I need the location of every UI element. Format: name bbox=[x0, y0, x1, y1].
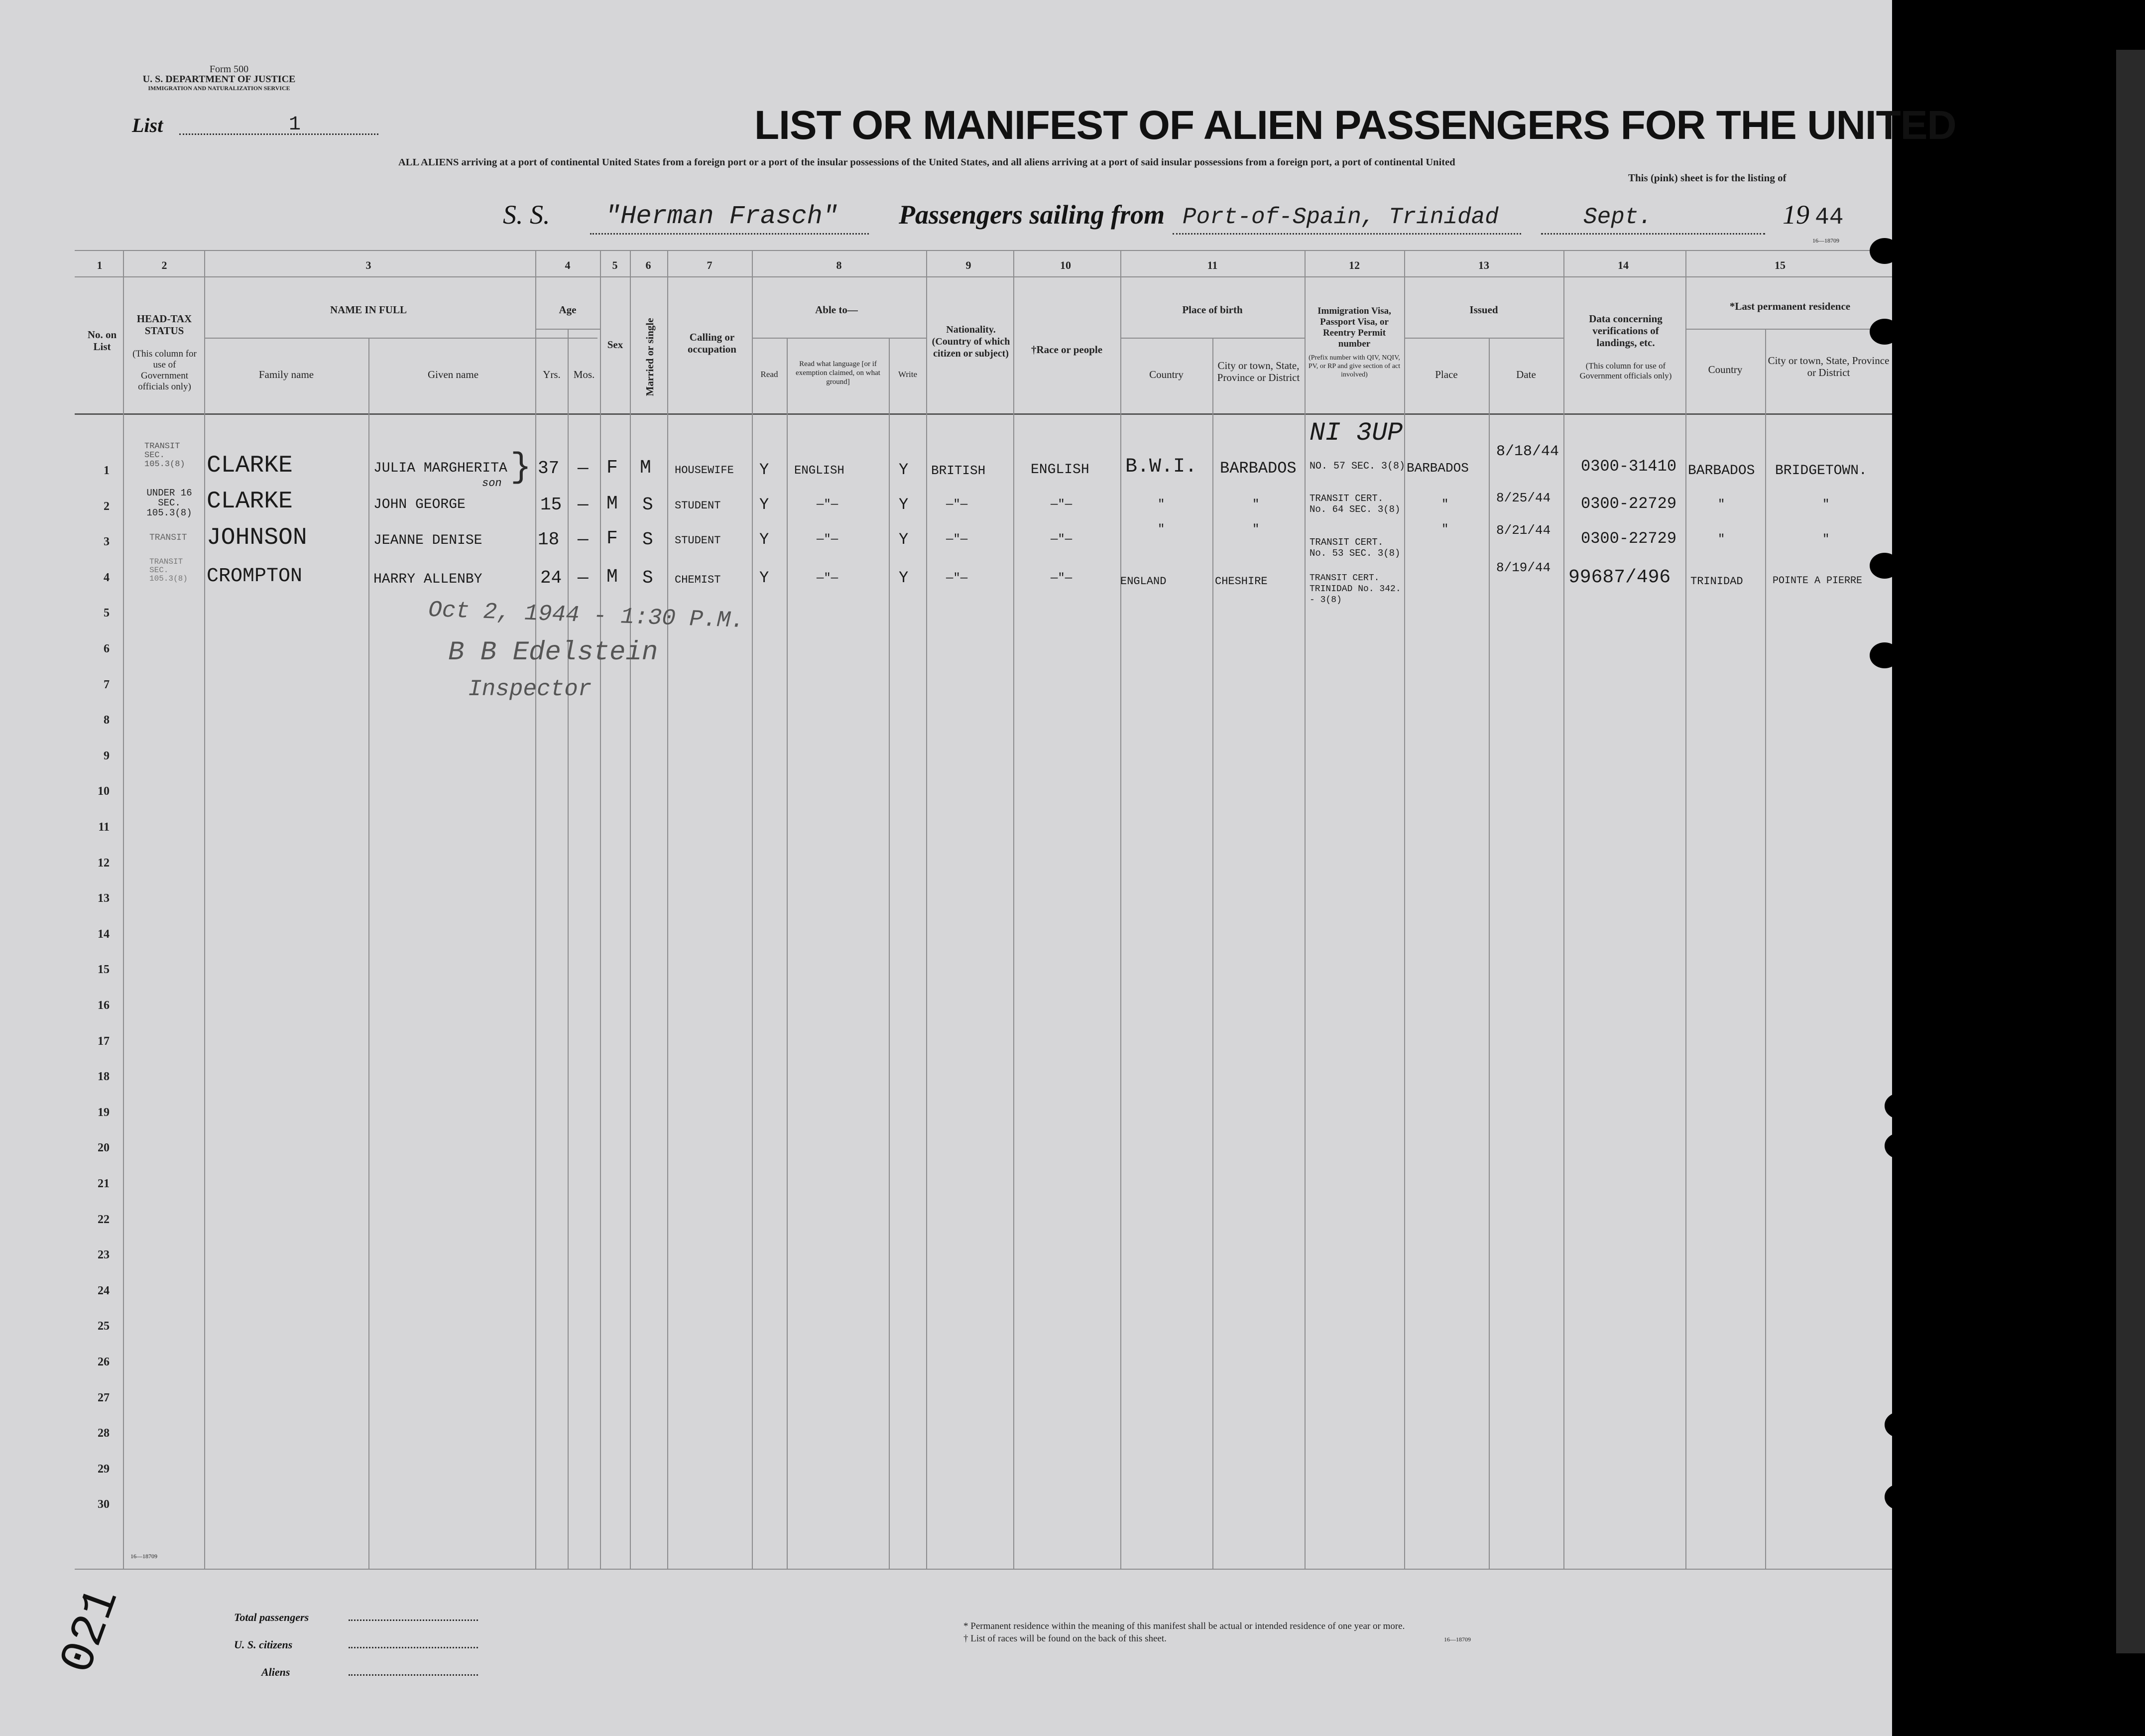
residence-city: " bbox=[1822, 498, 1830, 511]
punch-hole bbox=[1959, 1133, 1989, 1159]
birth-country: " bbox=[1158, 498, 1165, 511]
read-language: —"— bbox=[817, 572, 838, 585]
subtitle-line-2: This (pink) sheet is for the listing of bbox=[1628, 172, 1787, 184]
col-line-2 bbox=[204, 250, 205, 1569]
age-months: — bbox=[578, 495, 589, 515]
sailing-label: Passengers sailing from bbox=[899, 200, 1165, 230]
visa-number: TRANSIT CERT. TRINIDAD No. 342. - 3(8) bbox=[1310, 573, 1401, 605]
birth-city: " bbox=[1252, 498, 1260, 511]
residence-city: BRIDGETOWN. bbox=[1775, 463, 1867, 479]
nationality: —"— bbox=[946, 498, 968, 511]
landing-data: 0300-22729 bbox=[1581, 529, 1677, 548]
punch-hole bbox=[1870, 319, 1900, 345]
header-read-language: Read what language [or if exemption claimed, on what ground] bbox=[796, 360, 880, 386]
header-mos: Mos. bbox=[573, 369, 595, 380]
issued-place: " bbox=[1441, 498, 1449, 511]
brace-mark: } bbox=[510, 448, 532, 488]
col-number-9: 9 bbox=[965, 259, 971, 271]
header-issued-date: Date bbox=[1516, 369, 1536, 380]
form-number: Form 500 bbox=[209, 64, 249, 75]
landing-data: 0300-22729 bbox=[1581, 495, 1677, 513]
family-name: CLARKE bbox=[207, 488, 293, 515]
col-line-12 bbox=[1404, 250, 1405, 1569]
marital-status: M bbox=[640, 457, 651, 479]
nationality: —"— bbox=[946, 533, 968, 546]
age-years: 18 bbox=[538, 529, 560, 550]
list-line bbox=[179, 133, 378, 136]
col-line-8a bbox=[787, 338, 788, 1569]
month-line bbox=[1541, 233, 1765, 236]
visa-number: TRANSIT CERT. No. 64 SEC. 3(8) bbox=[1310, 493, 1401, 515]
col-number-5: 5 bbox=[612, 259, 618, 271]
row-number: 1 bbox=[104, 464, 110, 477]
row-number: 29 bbox=[98, 1462, 110, 1476]
given-name: JEANNE DENISE bbox=[373, 533, 482, 548]
aliens-label: Aliens bbox=[261, 1666, 290, 1678]
ss-label: S. S. bbox=[503, 200, 550, 230]
can-write: Y bbox=[899, 569, 909, 587]
row-number: 2 bbox=[104, 499, 110, 513]
can-read: Y bbox=[759, 530, 769, 549]
punch-hole bbox=[1885, 1133, 1914, 1159]
header-data-note: (This column for use of Government officials only) bbox=[1579, 361, 1672, 380]
header-data-concerning: Data concerning verifications of landings, etc. bbox=[1589, 313, 1663, 349]
row-number: 7 bbox=[104, 678, 110, 691]
year-prefix: 19 bbox=[1783, 200, 1809, 230]
age-months: — bbox=[578, 568, 589, 588]
list-number: 1 bbox=[289, 114, 301, 136]
row-number: 23 bbox=[98, 1248, 110, 1262]
row-number: 25 bbox=[98, 1320, 110, 1333]
punch-hole bbox=[1957, 565, 1987, 591]
us-citizens-line bbox=[349, 1647, 478, 1648]
sailing-line bbox=[1173, 233, 1521, 236]
header-nationality: Nationality. (Country of which citizen or subject) bbox=[932, 324, 1010, 359]
occupation: STUDENT bbox=[675, 534, 721, 547]
col-line-7 bbox=[752, 250, 753, 1569]
head-tax-status: TRANSIT SEC. 105.3(8) bbox=[144, 442, 185, 469]
row-number: 20 bbox=[98, 1141, 110, 1155]
given-name: JOHN GEORGE bbox=[373, 497, 466, 512]
punch-hole bbox=[1959, 1093, 1989, 1119]
row-number: 28 bbox=[98, 1427, 110, 1440]
residence-city: " bbox=[1822, 533, 1830, 546]
punch-hole bbox=[1959, 1412, 1989, 1438]
sailing-from: Port-of-Spain, Trinidad bbox=[1183, 204, 1499, 230]
row-number: 12 bbox=[98, 856, 110, 869]
col-number-14: 14 bbox=[1618, 259, 1629, 271]
row-number: 10 bbox=[98, 785, 110, 798]
punch-hole bbox=[1870, 642, 1900, 668]
col-line-11 bbox=[1305, 250, 1306, 1569]
col-line-10 bbox=[1120, 250, 1121, 1569]
row-number: 4 bbox=[104, 571, 110, 584]
race: —"— bbox=[1051, 533, 1072, 546]
header-write: Write bbox=[898, 370, 918, 379]
col-number-15: 15 bbox=[1775, 259, 1786, 271]
sex: F bbox=[606, 457, 618, 479]
us-citizens-label: U. S. citizens bbox=[234, 1638, 293, 1651]
header-last-residence: *Last permanent residence bbox=[1729, 300, 1851, 312]
marital-status: S bbox=[642, 568, 653, 588]
col-number-6: 6 bbox=[645, 259, 651, 271]
residence-country: TRINIDAD bbox=[1690, 575, 1743, 588]
col-line-4a bbox=[568, 329, 569, 1569]
col-line-8b bbox=[889, 338, 890, 1569]
col-line-13 bbox=[1563, 250, 1564, 1569]
header-issued-place: Place bbox=[1435, 369, 1458, 380]
sailing-month: Sept. bbox=[1583, 204, 1653, 230]
total-passengers-label: Total passengers bbox=[234, 1611, 309, 1623]
col-number-13: 13 bbox=[1478, 259, 1489, 271]
rule-colnums bbox=[75, 276, 1892, 277]
read-language: ENGLISH bbox=[794, 464, 844, 478]
nationality: —"— bbox=[946, 572, 968, 585]
rule-header-bottom bbox=[75, 413, 1892, 415]
marital-status: S bbox=[642, 529, 653, 550]
given-name: HARRY ALLENBY bbox=[373, 572, 482, 587]
header-res-city: City or town, State, Province or District bbox=[1768, 355, 1890, 378]
col-number-7: 7 bbox=[707, 259, 713, 271]
issued-place: BARBADOS bbox=[1407, 461, 1469, 476]
nationality: BRITISH bbox=[931, 463, 986, 478]
row-number: 15 bbox=[98, 963, 110, 977]
race: —"— bbox=[1051, 498, 1072, 511]
given-name: JULIA MARGHERITA bbox=[373, 461, 507, 476]
print-code-left: 16—18709 bbox=[130, 1553, 157, 1560]
row-number: 13 bbox=[98, 892, 110, 905]
birth-city: BARBADOS bbox=[1220, 459, 1297, 478]
family-name: CLARKE bbox=[207, 452, 293, 479]
header-read: Read bbox=[760, 370, 778, 379]
residence-country: BARBADOS bbox=[1688, 463, 1755, 479]
col-line-5 bbox=[630, 250, 631, 1569]
col-line-15a bbox=[1765, 329, 1766, 1569]
row-number: 14 bbox=[98, 927, 110, 941]
age-months: — bbox=[578, 529, 589, 550]
read-language: —"— bbox=[817, 498, 838, 511]
header-calling: Calling or occupation bbox=[687, 331, 736, 355]
residence-country: " bbox=[1718, 498, 1725, 511]
punch-hole bbox=[1885, 1412, 1914, 1438]
ship-line bbox=[590, 233, 869, 236]
rule-bottom bbox=[75, 1569, 1892, 1570]
age-months: — bbox=[578, 458, 589, 479]
can-read: Y bbox=[759, 496, 769, 514]
service-name: IMMIGRATION AND NATURALIZATION SERVICE bbox=[148, 85, 290, 92]
row-number: 27 bbox=[98, 1391, 110, 1404]
sex: F bbox=[606, 528, 618, 549]
col-line-4 bbox=[600, 250, 601, 1569]
issued-place: " bbox=[1441, 523, 1449, 536]
col-number-11: 11 bbox=[1207, 259, 1218, 271]
family-name: CROMPTON bbox=[207, 565, 303, 588]
birth-city: " bbox=[1252, 523, 1260, 536]
row-number: 19 bbox=[98, 1106, 110, 1119]
header-issued: Issued bbox=[1469, 304, 1498, 316]
can-read: Y bbox=[759, 461, 769, 479]
punch-hole bbox=[1957, 238, 1987, 264]
can-write: Y bbox=[899, 496, 909, 514]
age-years: 37 bbox=[538, 458, 560, 479]
total-passengers-line bbox=[349, 1619, 478, 1621]
header-head-tax-note: (This column for use of Government officials only) bbox=[132, 349, 197, 392]
row-number: 26 bbox=[98, 1356, 110, 1368]
occupation: STUDENT bbox=[675, 499, 721, 512]
col-line-6 bbox=[667, 250, 668, 1569]
race: ENGLISH bbox=[1031, 462, 1089, 478]
header-place-of-birth: Place of birth bbox=[1182, 304, 1243, 316]
col-line-14 bbox=[1685, 250, 1686, 1569]
row-number: 30 bbox=[98, 1498, 110, 1511]
row-number: 22 bbox=[98, 1213, 110, 1226]
row-number: 5 bbox=[104, 607, 110, 620]
col-line-3 bbox=[535, 250, 536, 1569]
punch-hole bbox=[1870, 553, 1900, 579]
marital-status: S bbox=[642, 495, 653, 515]
punch-hole bbox=[1957, 319, 1987, 345]
rule-top bbox=[75, 250, 1892, 251]
header-given-name: Given name bbox=[427, 369, 479, 380]
read-language: —"— bbox=[817, 533, 838, 546]
header-family-name: Family name bbox=[258, 369, 314, 380]
row-number: 6 bbox=[104, 642, 110, 655]
header-no-on-list: No. on List bbox=[87, 329, 117, 353]
adjacent-sheet-edge bbox=[2116, 50, 2145, 1653]
header-birth-country: Country bbox=[1149, 369, 1184, 380]
col-number-12: 12 bbox=[1349, 259, 1360, 271]
birth-country: B.W.I. bbox=[1125, 456, 1197, 478]
residence-city: POINTE A PIERRE bbox=[1773, 575, 1863, 587]
sex: M bbox=[606, 493, 618, 514]
rule-res-sub bbox=[1685, 329, 1892, 330]
issued-date: 8/25/44 bbox=[1496, 491, 1551, 505]
row-number: 17 bbox=[98, 1034, 110, 1048]
birth-country: " bbox=[1158, 523, 1165, 536]
birth-city: CHESHIRE bbox=[1215, 575, 1268, 588]
col-line-9 bbox=[1013, 250, 1014, 1569]
punch-hole bbox=[1870, 238, 1900, 264]
head-tax-status: TRANSIT SEC. 105.3(8) bbox=[149, 557, 188, 583]
can-write: Y bbox=[899, 530, 909, 549]
head-tax-status: UNDER 16 SEC. 105.3(8) bbox=[146, 488, 192, 518]
age-years: 24 bbox=[540, 568, 562, 588]
age-years: 15 bbox=[540, 495, 562, 515]
header-head-tax: HEAD-TAX STATUS bbox=[136, 313, 192, 337]
row-number: 8 bbox=[104, 714, 110, 727]
rule-name-sub bbox=[204, 338, 597, 339]
rule-able-sub bbox=[752, 338, 926, 339]
col-number-4: 4 bbox=[565, 259, 571, 271]
visa-number: TRANSIT CERT. No. 53 SEC. 3(8) bbox=[1310, 537, 1401, 559]
header-age: Age bbox=[559, 304, 577, 316]
header-visa: Immigration Visa, Passport Visa, or Reentry Permit number bbox=[1317, 306, 1391, 349]
col-number-1: 1 bbox=[97, 259, 103, 271]
landing-data: 0300-31410 bbox=[1581, 457, 1677, 476]
header-race: †Race or people bbox=[1031, 344, 1103, 356]
inspector-signature-2: Inspector bbox=[468, 676, 592, 702]
row-number: 18 bbox=[98, 1070, 110, 1084]
head-tax-status: TRANSIT bbox=[149, 533, 187, 543]
margin-number: 021 bbox=[50, 1581, 131, 1681]
col-number-10: 10 bbox=[1060, 259, 1071, 271]
print-code-top: 16—18709 bbox=[1812, 237, 1839, 244]
occupation: HOUSEWIFE bbox=[675, 464, 734, 477]
header-visa-note: (Prefix number with QIV, NQIV, PV, or RP and give section of act involved) bbox=[1308, 354, 1401, 378]
punch-hole bbox=[1959, 1484, 1989, 1510]
col-number-8: 8 bbox=[836, 259, 842, 271]
col-line-3a bbox=[368, 338, 369, 1569]
department-name: U. S. DEPARTMENT OF JUSTICE bbox=[142, 74, 296, 85]
row-number: 24 bbox=[98, 1284, 110, 1297]
visa-number: NO. 57 SEC. 3(8) bbox=[1310, 461, 1406, 472]
row-number: 11 bbox=[98, 821, 110, 834]
ship-name: "Herman Frasch" bbox=[605, 202, 838, 231]
punch-hole bbox=[1885, 1484, 1914, 1510]
issued-date: 8/18/44 bbox=[1496, 443, 1559, 460]
aliens-line bbox=[349, 1674, 478, 1676]
family-name: JOHNSON bbox=[207, 524, 307, 551]
punch-hole bbox=[1885, 1093, 1914, 1119]
row-number: 3 bbox=[104, 535, 110, 549]
can-write: Y bbox=[899, 461, 909, 479]
issued-date: 8/21/44 bbox=[1496, 523, 1551, 538]
residence-country: " bbox=[1718, 533, 1725, 546]
header-name-in-full: NAME IN FULL bbox=[330, 304, 407, 316]
header-res-country: Country bbox=[1708, 364, 1743, 375]
header-birth-city: City or town, State, Province or District bbox=[1217, 360, 1300, 383]
footnote-permanent-residence: * Permanent residence within the meaning of this manifest shall be actual or intended residence of one year or more. bbox=[963, 1621, 1405, 1631]
footnote-races: † List of races will be found on the back of this sheet. bbox=[963, 1633, 1167, 1644]
col-line-13a bbox=[1489, 338, 1490, 1569]
header-married: Married or single bbox=[644, 318, 656, 396]
header-yrs: Yrs. bbox=[543, 369, 561, 380]
can-read: Y bbox=[759, 569, 769, 587]
son-note: son bbox=[482, 477, 502, 490]
col-line-11a bbox=[1212, 338, 1213, 1569]
inspector-signature-1: B B Edelstein bbox=[448, 637, 658, 668]
occupation: CHEMIST bbox=[675, 574, 721, 586]
header-able-to: Able to— bbox=[815, 304, 858, 316]
header-sex: Sex bbox=[607, 339, 623, 351]
row-number: 21 bbox=[98, 1177, 110, 1190]
inspection-stamp: Oct 2, 1944 - 1:30 P.M. bbox=[428, 597, 745, 634]
manifest-title: LIST OR MANIFEST OF ALIEN PASSENGERS FOR THE UNITED bbox=[754, 103, 1956, 148]
year-suffix: 44 bbox=[1815, 204, 1844, 231]
birth-country: ENGLAND bbox=[1120, 575, 1167, 588]
landing-data: 99687/496 bbox=[1568, 567, 1671, 588]
row-number: 16 bbox=[98, 999, 110, 1012]
print-code-right: 16—18709 bbox=[1444, 1636, 1471, 1643]
visa-stamp-handwritten: NI 3UP bbox=[1310, 418, 1403, 448]
col-number-3: 3 bbox=[365, 259, 371, 271]
col-line-1 bbox=[123, 250, 124, 1569]
punch-hole bbox=[1957, 647, 1987, 673]
list-label: List bbox=[132, 114, 163, 136]
col-line-8 bbox=[926, 250, 927, 1569]
subtitle-line-1: ALL ALIENS arriving at a port of continental United States from a foreign port or a port of the insular possessions of the United States, and all aliens arriving at a port of said insular possessions from a foreign port, a port of continental United bbox=[398, 157, 1455, 168]
sex: M bbox=[606, 566, 618, 588]
rule-issued-sub bbox=[1404, 338, 1563, 339]
row-number: 9 bbox=[104, 749, 110, 762]
race: —"— bbox=[1051, 572, 1072, 585]
issued-date: 8/19/44 bbox=[1496, 560, 1551, 575]
col-number-2: 2 bbox=[161, 259, 167, 271]
